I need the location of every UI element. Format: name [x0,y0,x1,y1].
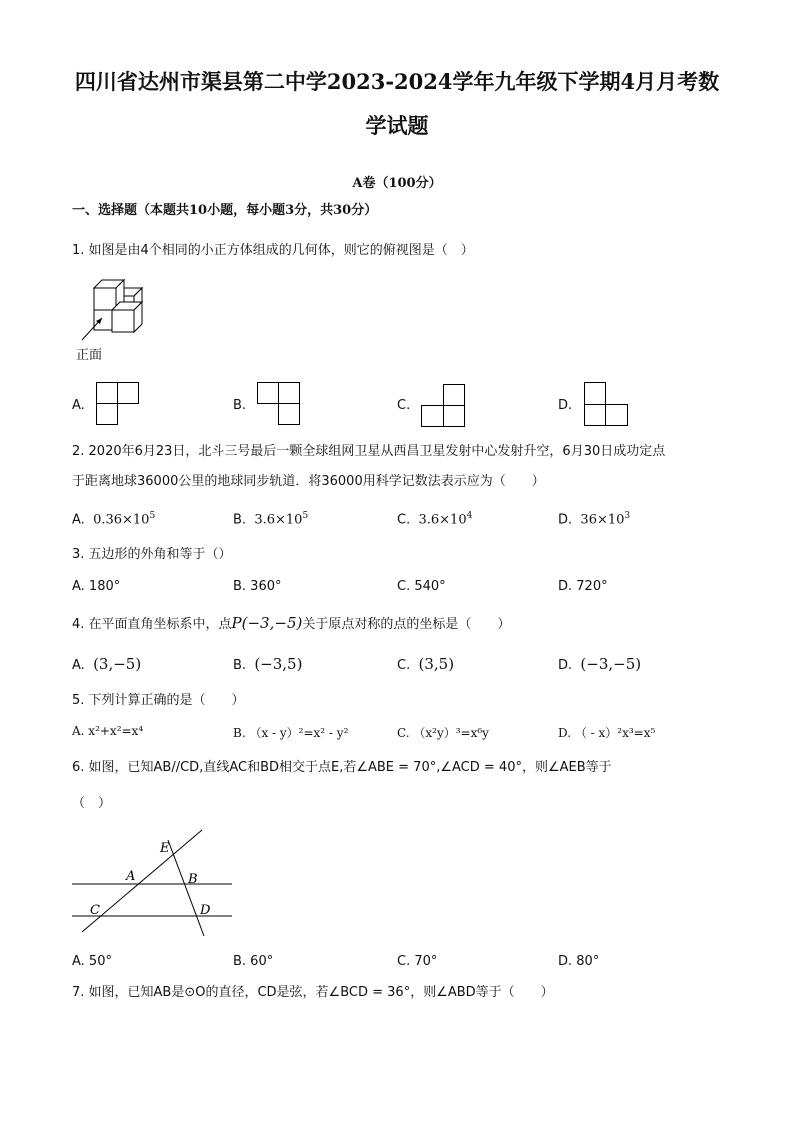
q1-option-b-label: B. [233,398,247,413]
question-2-line2: 于距离地球36000公里的地球同步轨道．将36000用科学记数法表示应为（ ） [72,474,545,489]
q5-option-d: D. （ - x）²x³=x⁵ [558,726,656,740]
page-title-line2: 学试题 [365,113,429,138]
q6-geometry-figure [70,828,234,940]
line-ac [82,830,202,932]
q1-option-c-figure [421,384,467,428]
line-bd [168,840,204,936]
question-4-stem: 4. 在平面直角坐标系中，点P(−3,−5)关于原点对称的点的坐标是（ ） [72,614,511,632]
question-3-stem: 3. 五边形的外角和等于（） [72,547,232,562]
q4-option-c: C. (3,5) [397,655,455,673]
volume-heading: A卷（100分） [352,176,442,191]
label-b: B [188,872,198,887]
cube-figure [76,272,156,344]
q3-option-b: B. 360° [233,579,282,594]
q3-option-c: C. 540° [397,579,446,594]
q4-option-b: B. (−3,5) [233,655,303,673]
q1-option-b-figure [257,382,301,426]
q5-option-c: C. （x²y）³=x⁶y [397,726,489,740]
q1-option-d-label: D. [558,398,573,413]
q2-option-d: D. $36\times 10^3$ [558,511,631,528]
q2-option-c: C. $3.6\times 10^4$ [397,511,473,528]
q5-option-b: B. （x - y）²=x² - y² [233,726,349,740]
q2-option-a: A. $0.36\times 10^5$ [72,511,156,528]
q6-option-d: D. 80° [558,954,600,969]
q2-option-b: B. $3.6\times 10^5$ [233,511,309,528]
q6-option-b: B. 60° [233,954,274,969]
q3-option-d: D. 720° [558,579,608,594]
question-7-stem: 7. 如图，已知AB是⊙O的直径，CD是弦，若∠BCD = 36°，则∠ABD等于（ ） [72,985,554,1000]
q1-option-c-label: C. [397,398,411,413]
q6-option-a: A. 50° [72,954,112,969]
q6-option-c: C. 70° [397,954,438,969]
question-2-line1: 2. 2020年6月23日，北斗三号最后一颗全球组网卫星从西昌卫星发射中心发射升空，6月30日成功定点 [72,444,666,459]
page-title-line1: 四川省达州市渠县第二中学2023-2024学年九年级下学期4月月考数 [74,69,720,94]
q1-option-d-figure [584,382,630,428]
q1-option-a-label: A. [72,398,85,413]
question-6-stem: 6. 如图，已知AB//CD,直线AC和BD相交于点E,若∠ABE = 70°,∠ACD = 40°，则∠AEB等于 [72,760,612,775]
label-a: A [126,869,136,884]
q3-option-a: A. 180° [72,579,121,594]
question-5-stem: 5. 下列计算正确的是（ ） [72,693,245,708]
label-e: E [160,841,170,856]
q1-option-a-figure [96,382,140,426]
front-view-label: 正面 [76,348,103,363]
q4-option-a: A. (3,−5) [72,655,142,673]
label-d: D [200,903,211,918]
question-6-paren: （ ） [72,796,112,811]
q5-option-a: A. x²+x²=x⁴ [72,724,144,738]
section-heading: 一、选择题（本题共10小题，每小题3分，共30分） [72,203,378,218]
q4-option-d: D. (−3,−5) [558,655,642,673]
label-c: C [90,903,100,918]
question-1-stem: 1. 如图是由4个相同的小正方体组成的几何体，则它的俯视图是（ ） [72,243,474,258]
